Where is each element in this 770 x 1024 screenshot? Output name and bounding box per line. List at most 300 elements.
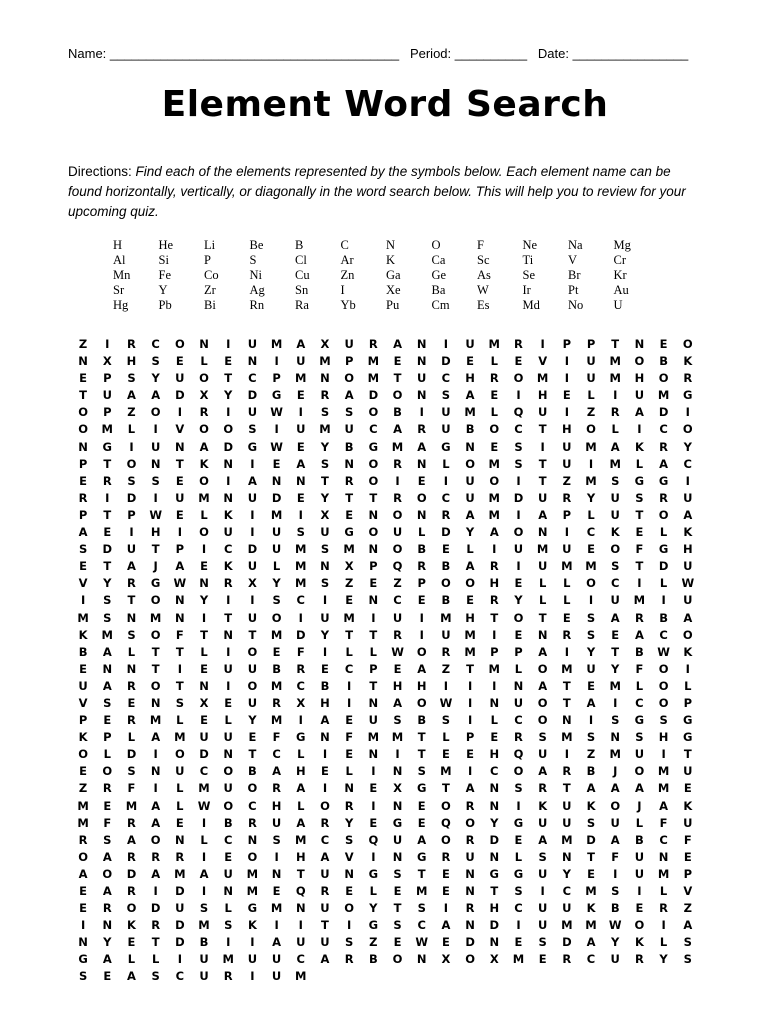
grid-letter[interactable]: C: [683, 456, 692, 471]
grid-letter[interactable]: S: [635, 730, 644, 745]
grid-letter[interactable]: G: [368, 918, 379, 933]
grid-letter[interactable]: O: [199, 422, 209, 437]
grid-letter[interactable]: Y: [320, 490, 330, 505]
grid-letter[interactable]: T: [369, 678, 378, 693]
grid-letter[interactable]: I: [153, 884, 158, 898]
grid-letter[interactable]: Z: [393, 576, 402, 591]
grid-letter[interactable]: M: [343, 610, 355, 625]
grid-letter[interactable]: I: [419, 610, 424, 625]
grid-letter[interactable]: I: [201, 610, 207, 625]
grid-letter[interactable]: B: [465, 422, 475, 437]
grid-letter[interactable]: L: [297, 798, 305, 813]
grid-letter[interactable]: H: [465, 610, 475, 625]
grid-letter[interactable]: B: [417, 713, 427, 728]
grid-letter[interactable]: B: [223, 815, 233, 830]
grid-letter[interactable]: M: [464, 644, 476, 659]
grid-letter[interactable]: U: [610, 952, 620, 967]
grid-letter[interactable]: N: [344, 866, 354, 881]
grid-letter[interactable]: R: [344, 798, 354, 813]
grid-letter[interactable]: R: [465, 832, 475, 847]
grid-letter[interactable]: F: [175, 627, 184, 642]
grid-letter[interactable]: E: [321, 661, 329, 676]
grid-letter[interactable]: R: [223, 576, 233, 591]
grid-letter[interactable]: K: [78, 730, 88, 745]
grid-letter[interactable]: M: [440, 764, 452, 779]
grid-letter[interactable]: U: [634, 866, 645, 881]
grid-letter[interactable]: M: [295, 559, 307, 574]
grid-letter[interactable]: N: [320, 371, 330, 386]
grid-letter[interactable]: M: [561, 661, 573, 676]
grid-letter[interactable]: W: [270, 405, 283, 420]
grid-letter[interactable]: F: [272, 730, 281, 745]
grid-letter[interactable]: I: [177, 952, 182, 967]
grid-letter[interactable]: A: [634, 781, 644, 796]
grid-letter[interactable]: X: [320, 337, 330, 351]
grid-letter[interactable]: D: [658, 559, 669, 574]
grid-letter[interactable]: S: [345, 832, 354, 847]
grid-letter[interactable]: M: [149, 713, 162, 728]
grid-letter[interactable]: O: [416, 695, 427, 710]
grid-letter[interactable]: Z: [344, 576, 354, 591]
grid-letter[interactable]: R: [417, 559, 427, 574]
grid-letter[interactable]: A: [102, 644, 112, 659]
grid-letter[interactable]: U: [586, 661, 596, 676]
grid-letter[interactable]: H: [537, 388, 548, 403]
grid-letter[interactable]: C: [369, 422, 378, 437]
grid-letter[interactable]: V: [78, 576, 88, 591]
grid-letter[interactable]: A: [151, 730, 161, 745]
grid-letter[interactable]: T: [490, 610, 499, 625]
grid-letter[interactable]: C: [248, 798, 257, 813]
grid-letter[interactable]: L: [297, 747, 305, 762]
grid-letter[interactable]: C: [296, 678, 305, 693]
grid-letter[interactable]: U: [296, 354, 306, 369]
grid-letter[interactable]: T: [611, 644, 620, 659]
grid-letter[interactable]: Z: [127, 405, 136, 420]
grid-letter[interactable]: R: [151, 849, 161, 864]
grid-letter[interactable]: N: [416, 354, 427, 369]
grid-letter[interactable]: D: [175, 884, 185, 898]
grid-letter[interactable]: T: [635, 559, 644, 574]
grid-letter[interactable]: T: [321, 473, 329, 488]
grid-letter[interactable]: N: [223, 456, 234, 471]
grid-letter[interactable]: P: [78, 456, 88, 471]
grid-letter[interactable]: C: [417, 918, 426, 933]
grid-letter[interactable]: R: [538, 781, 548, 796]
grid-letter[interactable]: M: [657, 781, 670, 796]
grid-letter[interactable]: U: [271, 542, 282, 557]
grid-letter[interactable]: E: [490, 439, 499, 454]
grid-letter[interactable]: N: [78, 935, 88, 950]
grid-letter[interactable]: A: [247, 473, 257, 488]
grid-letter[interactable]: R: [78, 490, 88, 505]
grid-letter[interactable]: X: [102, 354, 112, 369]
grid-letter[interactable]: A: [127, 969, 136, 984]
grid-letter[interactable]: I: [661, 747, 666, 762]
grid-letter[interactable]: Y: [224, 388, 233, 403]
grid-letter[interactable]: P: [514, 644, 523, 659]
grid-letter[interactable]: Y: [320, 627, 330, 642]
grid-letter[interactable]: U: [271, 969, 282, 984]
grid-letter[interactable]: G: [513, 815, 524, 830]
grid-letter[interactable]: A: [320, 849, 330, 864]
grid-letter[interactable]: A: [489, 525, 499, 540]
grid-letter[interactable]: R: [344, 952, 354, 967]
grid-letter[interactable]: B: [272, 661, 281, 676]
grid-letter[interactable]: C: [199, 764, 209, 779]
grid-letter[interactable]: N: [223, 627, 234, 642]
grid-letter[interactable]: R: [368, 337, 378, 351]
grid-letter[interactable]: M: [585, 884, 597, 898]
grid-letter[interactable]: I: [298, 405, 303, 420]
grid-letter[interactable]: N: [416, 337, 427, 351]
grid-letter[interactable]: P: [103, 730, 112, 745]
grid-letter[interactable]: E: [514, 832, 523, 847]
grid-letter[interactable]: D: [126, 866, 137, 881]
grid-letter[interactable]: O: [513, 610, 524, 625]
grid-letter[interactable]: P: [272, 371, 281, 386]
grid-letter[interactable]: A: [151, 815, 161, 830]
grid-letter[interactable]: A: [659, 798, 669, 813]
grid-letter[interactable]: S: [345, 405, 354, 420]
grid-letter[interactable]: Y: [320, 439, 330, 454]
grid-letter[interactable]: U: [320, 901, 330, 916]
grid-letter[interactable]: M: [488, 337, 500, 351]
grid-letter[interactable]: N: [562, 713, 572, 728]
grid-letter[interactable]: G: [658, 473, 669, 488]
grid-letter[interactable]: T: [345, 490, 354, 505]
grid-letter[interactable]: C: [344, 661, 354, 676]
grid-letter[interactable]: A: [683, 507, 693, 522]
grid-letter[interactable]: M: [343, 542, 355, 557]
grid-letter[interactable]: G: [247, 439, 258, 454]
grid-letter[interactable]: A: [465, 507, 475, 522]
grid-letter[interactable]: M: [633, 593, 646, 608]
grid-letter[interactable]: R: [247, 815, 257, 830]
grid-letter[interactable]: X: [344, 559, 354, 574]
grid-letter[interactable]: C: [151, 337, 160, 351]
grid-letter[interactable]: T: [417, 866, 426, 881]
grid-letter[interactable]: U: [344, 422, 354, 437]
grid-letter[interactable]: E: [272, 644, 281, 659]
grid-letter[interactable]: E: [175, 473, 184, 488]
grid-letter[interactable]: U: [296, 935, 306, 950]
grid-letter[interactable]: U: [175, 901, 185, 916]
grid-letter[interactable]: A: [272, 764, 282, 779]
grid-letter[interactable]: I: [516, 507, 521, 522]
grid-letter[interactable]: M: [488, 490, 500, 505]
grid-letter[interactable]: A: [586, 781, 596, 796]
grid-letter[interactable]: L: [224, 901, 232, 916]
grid-letter[interactable]: L: [587, 507, 595, 522]
grid-letter[interactable]: S: [296, 525, 305, 540]
grid-letter[interactable]: P: [369, 661, 378, 676]
grid-letter[interactable]: O: [586, 422, 596, 437]
grid-letter[interactable]: M: [270, 713, 283, 728]
grid-letter[interactable]: U: [537, 815, 548, 830]
grid-letter[interactable]: O: [102, 866, 113, 881]
grid-letter[interactable]: G: [296, 730, 306, 745]
grid-letter[interactable]: I: [443, 337, 449, 351]
grid-letter[interactable]: L: [176, 781, 184, 796]
grid-letter[interactable]: G: [489, 866, 499, 881]
grid-letter[interactable]: A: [610, 832, 620, 847]
grid-letter[interactable]: N: [126, 661, 137, 676]
grid-letter[interactable]: K: [247, 918, 257, 933]
grid-letter[interactable]: G: [368, 866, 379, 881]
grid-letter[interactable]: M: [657, 866, 670, 881]
grid-letter[interactable]: C: [441, 490, 451, 505]
grid-letter[interactable]: R: [562, 490, 572, 505]
grid-letter[interactable]: R: [659, 490, 669, 505]
grid-letter[interactable]: E: [79, 661, 88, 676]
period-field[interactable]: __________: [454, 46, 528, 61]
grid-letter[interactable]: I: [564, 371, 569, 386]
grid-letter[interactable]: L: [490, 405, 498, 420]
grid-letter[interactable]: E: [441, 747, 450, 762]
grid-letter[interactable]: L: [490, 713, 498, 728]
grid-letter[interactable]: N: [489, 798, 500, 813]
grid-letter[interactable]: I: [395, 747, 400, 762]
grid-letter[interactable]: O: [247, 644, 258, 659]
grid-letter[interactable]: G: [513, 866, 524, 881]
grid-letter[interactable]: U: [199, 730, 209, 745]
grid-letter[interactable]: B: [393, 405, 402, 420]
grid-letter[interactable]: U: [223, 781, 233, 796]
grid-letter[interactable]: U: [247, 661, 258, 676]
grid-letter[interactable]: R: [127, 849, 136, 864]
grid-letter[interactable]: H: [489, 901, 500, 916]
grid-letter[interactable]: I: [298, 918, 303, 933]
grid-letter[interactable]: O: [78, 747, 88, 762]
grid-letter[interactable]: U: [175, 490, 185, 505]
grid-letter[interactable]: B: [610, 901, 620, 916]
grid-letter[interactable]: S: [611, 473, 620, 488]
grid-letter[interactable]: T: [103, 456, 112, 471]
grid-letter[interactable]: O: [199, 371, 209, 386]
grid-letter[interactable]: O: [658, 695, 669, 710]
grid-letter[interactable]: A: [393, 337, 402, 351]
grid-letter[interactable]: M: [609, 354, 621, 369]
grid-letter[interactable]: L: [127, 730, 136, 745]
grid-letter[interactable]: O: [465, 952, 475, 967]
grid-letter[interactable]: P: [78, 713, 88, 728]
grid-letter[interactable]: M: [657, 388, 670, 403]
grid-letter[interactable]: R: [102, 781, 112, 796]
grid-letter[interactable]: S: [103, 610, 112, 625]
grid-letter[interactable]: W: [149, 507, 162, 522]
grid-letter[interactable]: O: [223, 422, 234, 437]
grid-letter[interactable]: N: [416, 456, 427, 471]
grid-letter[interactable]: Y: [611, 935, 620, 950]
grid-letter[interactable]: D: [126, 490, 137, 505]
grid-letter[interactable]: B: [344, 439, 354, 454]
grid-letter[interactable]: T: [369, 627, 378, 642]
grid-letter[interactable]: E: [224, 695, 233, 710]
grid-letter[interactable]: L: [127, 422, 136, 437]
grid-letter[interactable]: G: [271, 388, 282, 403]
grid-letter[interactable]: O: [489, 473, 500, 488]
grid-letter[interactable]: B: [441, 559, 451, 574]
grid-letter[interactable]: U: [271, 815, 282, 830]
grid-letter[interactable]: E: [175, 815, 184, 830]
grid-letter[interactable]: M: [270, 627, 283, 642]
grid-letter[interactable]: A: [683, 918, 693, 933]
grid-letter[interactable]: I: [564, 747, 569, 762]
grid-letter[interactable]: I: [80, 593, 86, 608]
grid-letter[interactable]: T: [441, 781, 450, 796]
grid-letter[interactable]: E: [175, 354, 184, 369]
grid-letter[interactable]: H: [489, 576, 500, 591]
grid-letter[interactable]: S: [272, 593, 281, 608]
grid-letter[interactable]: G: [416, 781, 427, 796]
grid-letter[interactable]: V: [175, 422, 185, 437]
grid-letter[interactable]: X: [247, 576, 257, 591]
grid-letter[interactable]: G: [634, 473, 645, 488]
grid-letter[interactable]: N: [610, 730, 621, 745]
grid-letter[interactable]: L: [345, 644, 353, 659]
grid-letter[interactable]: T: [248, 747, 257, 762]
grid-letter[interactable]: D: [368, 388, 379, 403]
grid-letter[interactable]: U: [441, 422, 451, 437]
grid-letter[interactable]: R: [489, 559, 499, 574]
grid-letter[interactable]: E: [79, 371, 88, 386]
grid-letter[interactable]: N: [465, 439, 475, 454]
grid-letter[interactable]: I: [443, 901, 449, 916]
grid-letter[interactable]: N: [489, 849, 500, 864]
grid-letter[interactable]: N: [368, 747, 379, 762]
grid-letter[interactable]: E: [345, 713, 354, 728]
grid-letter[interactable]: G: [102, 439, 112, 454]
grid-letter[interactable]: M: [367, 354, 380, 369]
grid-letter[interactable]: N: [320, 559, 330, 574]
grid-letter[interactable]: Z: [562, 473, 572, 488]
grid-letter[interactable]: M: [319, 354, 331, 369]
grid-letter[interactable]: A: [175, 559, 185, 574]
grid-letter[interactable]: L: [176, 798, 184, 813]
grid-letter[interactable]: U: [634, 388, 645, 403]
grid-letter[interactable]: P: [683, 695, 692, 710]
grid-letter[interactable]: G: [658, 542, 669, 557]
grid-letter[interactable]: N: [489, 695, 500, 710]
grid-letter[interactable]: S: [78, 969, 88, 984]
grid-letter[interactable]: U: [199, 952, 209, 967]
grid-letter[interactable]: I: [105, 490, 110, 505]
grid-letter[interactable]: U: [562, 439, 572, 454]
grid-letter[interactable]: N: [126, 610, 137, 625]
grid-letter[interactable]: S: [441, 713, 451, 728]
grid-letter[interactable]: M: [464, 405, 476, 420]
grid-letter[interactable]: S: [514, 456, 523, 471]
grid-letter[interactable]: E: [200, 559, 208, 574]
grid-letter[interactable]: M: [488, 456, 500, 471]
grid-letter[interactable]: X: [393, 781, 402, 796]
grid-letter[interactable]: F: [103, 815, 112, 830]
grid-letter[interactable]: Y: [611, 661, 620, 676]
grid-letter[interactable]: A: [538, 832, 548, 847]
grid-letter[interactable]: E: [514, 935, 523, 950]
grid-letter[interactable]: R: [320, 884, 330, 898]
grid-letter[interactable]: Z: [78, 337, 88, 351]
grid-letter[interactable]: I: [298, 507, 303, 522]
grid-letter[interactable]: I: [129, 525, 134, 540]
grid-letter[interactable]: T: [200, 627, 208, 642]
grid-letter[interactable]: I: [226, 473, 231, 488]
grid-letter[interactable]: T: [490, 884, 499, 898]
grid-letter[interactable]: K: [223, 507, 233, 522]
grid-letter[interactable]: N: [295, 473, 306, 488]
grid-letter[interactable]: N: [368, 542, 379, 557]
grid-letter[interactable]: R: [151, 918, 161, 933]
grid-letter[interactable]: U: [465, 337, 475, 351]
grid-letter[interactable]: U: [465, 849, 475, 864]
grid-letter[interactable]: O: [392, 507, 403, 522]
grid-letter[interactable]: S: [248, 422, 257, 437]
grid-letter[interactable]: N: [489, 935, 500, 950]
grid-letter[interactable]: U: [683, 593, 693, 608]
grid-letter[interactable]: R: [393, 627, 402, 642]
grid-letter[interactable]: S: [538, 935, 547, 950]
grid-letter[interactable]: I: [347, 678, 352, 693]
grid-letter[interactable]: N: [416, 388, 427, 403]
grid-letter[interactable]: M: [585, 559, 597, 574]
grid-letter[interactable]: S: [611, 884, 620, 898]
grid-letter[interactable]: T: [321, 918, 329, 933]
grid-letter[interactable]: E: [224, 354, 233, 369]
grid-letter[interactable]: T: [562, 678, 571, 693]
grid-letter[interactable]: O: [223, 764, 234, 779]
grid-letter[interactable]: L: [563, 593, 571, 608]
grid-letter[interactable]: T: [587, 849, 595, 864]
grid-letter[interactable]: O: [150, 405, 161, 420]
grid-letter[interactable]: S: [514, 781, 523, 796]
grid-letter[interactable]: R: [514, 337, 523, 351]
grid-letter[interactable]: U: [150, 439, 161, 454]
grid-letter[interactable]: S: [611, 559, 620, 574]
grid-letter[interactable]: M: [609, 456, 621, 471]
grid-letter[interactable]: P: [103, 371, 112, 386]
grid-letter[interactable]: K: [538, 798, 548, 813]
grid-letter[interactable]: R: [175, 849, 185, 864]
grid-letter[interactable]: M: [295, 371, 307, 386]
grid-letter[interactable]: A: [610, 781, 620, 796]
grid-letter[interactable]: S: [683, 935, 692, 950]
grid-letter[interactable]: I: [153, 422, 158, 437]
grid-letter[interactable]: E: [127, 935, 136, 950]
grid-letter[interactable]: L: [369, 884, 377, 898]
grid-letter[interactable]: T: [224, 610, 233, 625]
grid-letter[interactable]: T: [538, 473, 547, 488]
grid-letter[interactable]: C: [441, 371, 451, 386]
grid-letter[interactable]: S: [127, 627, 136, 642]
grid-letter[interactable]: L: [176, 713, 184, 728]
grid-letter[interactable]: D: [247, 388, 258, 403]
grid-letter[interactable]: I: [322, 644, 328, 659]
grid-letter[interactable]: D: [126, 747, 137, 762]
grid-letter[interactable]: O: [537, 713, 548, 728]
grid-letter[interactable]: E: [587, 678, 595, 693]
grid-letter[interactable]: I: [274, 354, 279, 369]
grid-letter[interactable]: A: [538, 678, 548, 693]
grid-letter[interactable]: P: [78, 507, 88, 522]
grid-letter[interactable]: E: [417, 815, 426, 830]
grid-letter[interactable]: E: [369, 576, 378, 591]
grid-letter[interactable]: L: [514, 849, 523, 864]
grid-letter[interactable]: L: [659, 525, 668, 540]
grid-letter[interactable]: A: [296, 781, 306, 796]
grid-letter[interactable]: L: [659, 884, 668, 898]
grid-letter[interactable]: I: [564, 525, 569, 540]
